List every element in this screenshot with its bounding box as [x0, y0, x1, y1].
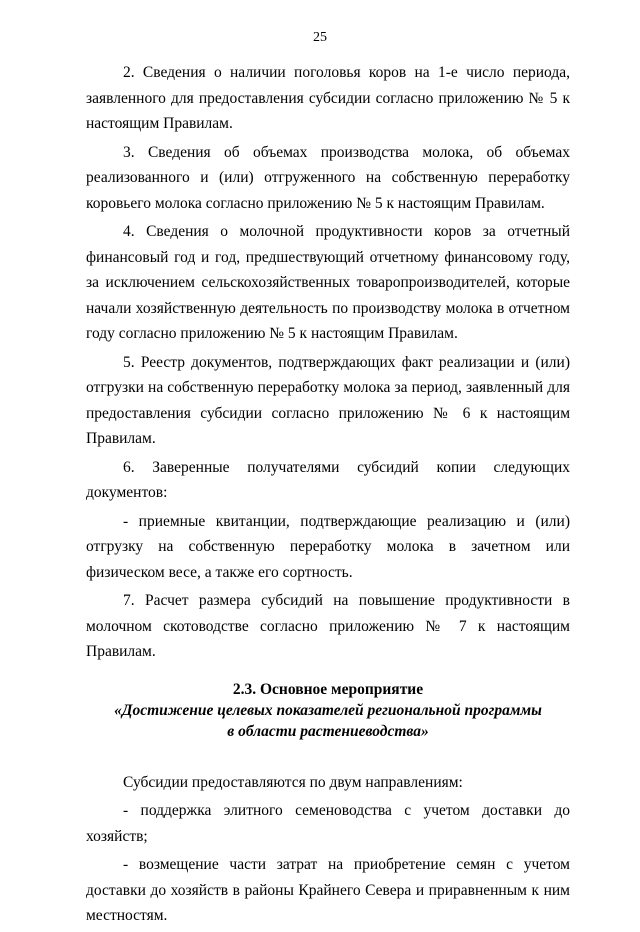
- section-heading-number: 2.3. Основное мероприятие: [232, 680, 424, 698]
- paragraph-item-3: 3. Сведения об объемах производства молока, об объемах реализованного и (или) отгруженного на собственную переработку коровьего молока согласно приложению № 5 к настоящим Правилам.: [86, 143, 570, 212]
- section-heading-title: «Достижение целевых показателей региональной программы: [114, 701, 542, 719]
- paragraph-item-6-receipts: - приемные квитанции, подтверждающие реализацию и (или) отгрузку на собственную переработку молока в зачетном или физическом весе, а также его сортность.: [86, 512, 570, 581]
- page-number: 25: [313, 30, 327, 45]
- paragraph-direction-seed-costs: - возмещение части затрат на приобретение семян с учетом доставки до хозяйств в районы Крайнего Севера и приравненным к ним местностям.: [86, 856, 570, 924]
- paragraph-directions-intro: Субсидии предоставляются по двум направлениям:: [123, 773, 463, 791]
- paragraph-item-7: 7. Расчет размера субсидий на повышение продуктивности в молочном скотоводстве согласно приложению № 7 к настоящим Правилам.: [86, 592, 570, 660]
- document-body: [86, 60, 570, 932]
- section-heading-title-cont: в области растениеводства»: [227, 722, 429, 740]
- paragraph-item-6: 6. Заверенные получателями субсидий копии следующих документов:: [86, 458, 570, 501]
- paragraph-item-5: 5. Реестр документов, подтверждающих факт реализации и (или) отгрузки на собственную переработку молока за период, заявленный для предоставления субсидии согласно приложению № 6 к настоящим Правилам.: [86, 353, 570, 447]
- paragraph-direction-elite-seeds: - поддержка элитного семеноводства с учетом доставки до хозяйств;: [86, 802, 570, 845]
- section-heading: [86, 679, 570, 742]
- paragraph-item-2: 2. Сведения о наличии поголовья коров на 1-е число периода, заявленного для предоставления субсидии согласно приложению № 5 к настоящим Правилам.: [86, 64, 570, 132]
- paragraph-item-4: 4. Сведения о молочной продуктивности коров за отчетный финансовый год и год, предшествующий отчетному финансовому году, за исключением сельскохозяйственных товаропроизводителей, которые начали хозяйственную деятельность по производству молока в отчетном году согласно приложению № 5 к настоящим Правилам.: [86, 223, 570, 342]
